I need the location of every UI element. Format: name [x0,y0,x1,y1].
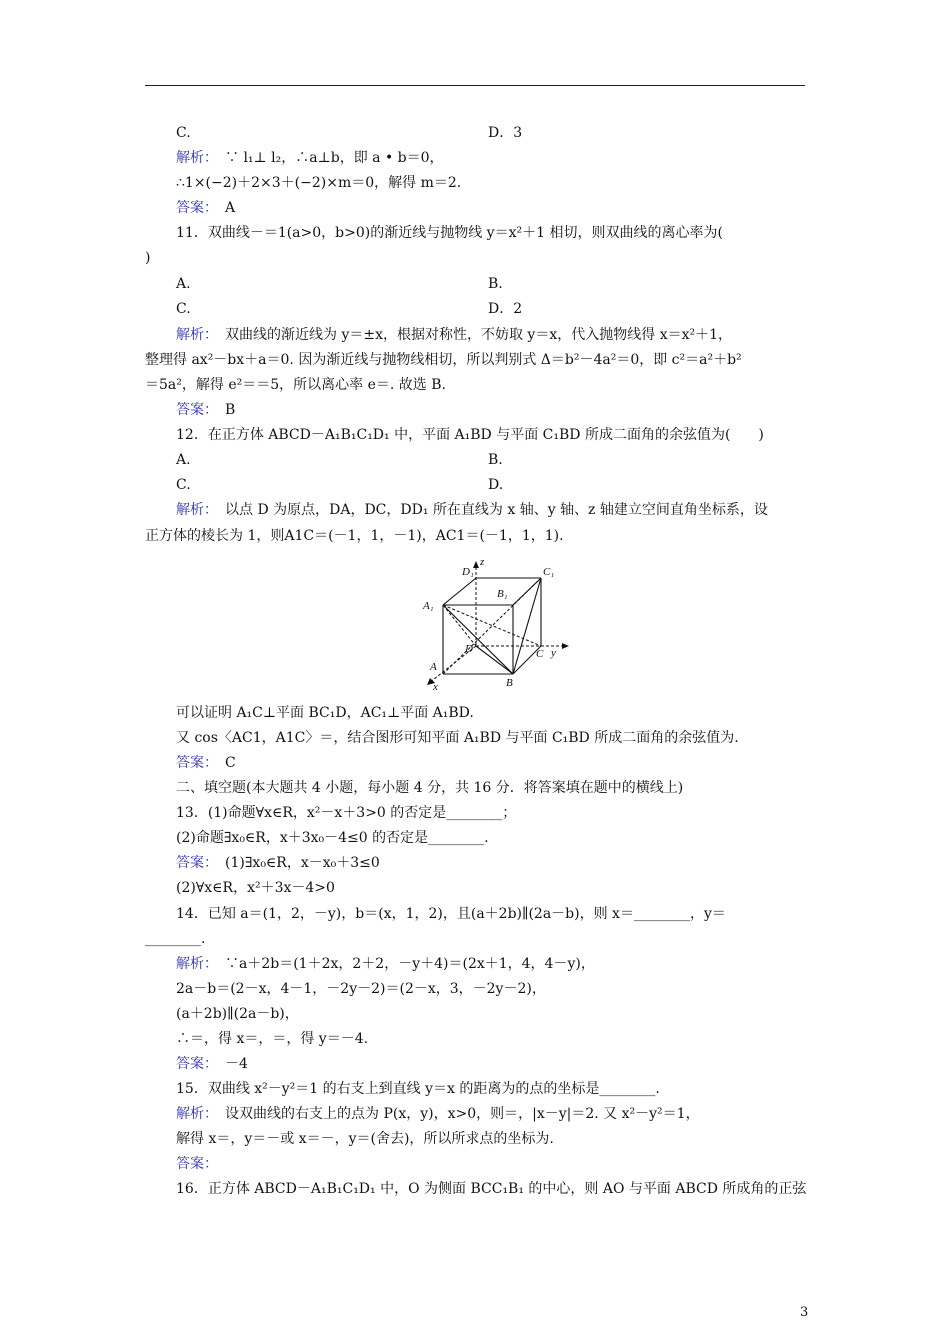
analysis-line [176,955,595,973]
question-15: 15．双曲线 x²－y²＝1 的右支上到直线 y＝x 的距离为的点的坐标是________. [176,1081,660,1097]
answer-line [176,1055,248,1073]
analysis-label: 解析： [176,150,211,166]
analysis-line: 2a－b＝(2－x，4－1，－2y－2)＝(2－x，3，－2y－2)， [176,981,546,997]
answer-text: －4 [225,1056,248,1072]
label-a: A [430,661,437,673]
diag-db [476,646,513,674]
analysis-text: ∵ l₁⊥ l₂，∴a⊥b，即 a • b＝0， [225,150,444,166]
label-y: y [551,647,556,659]
label-b1: B₁ [497,588,508,600]
question-13-part2: (2)命题∃x₀∈R，x＋3x₀－4≤0 的否定是________. [176,830,489,846]
option-b: B. [488,276,503,292]
option-d: D．2 [488,301,523,317]
analysis-line [176,501,768,519]
question-13: 13．(1)命题∀x∈R，x²－x＋3>0 的否定是________； [176,805,517,821]
question-12: 12．在正方体 ABCD－A₁B₁C₁D₁ 中，平面 A₁BD 与平面 C₁BD 所成二面角的余弦值为( ) [176,427,764,443]
option-d: D．3 [488,125,523,141]
analysis-text: 以点 D 为原点，DA，DC，DD₁ 所在直线为 x 轴、y 轴、z 轴建立空间直角坐标系，设 [225,502,768,518]
cube-figure [415,557,575,692]
answer-label: 答案： [176,755,211,771]
answer-line [176,1155,218,1173]
answer-text: C [225,755,236,771]
analysis-line [176,1105,700,1123]
label-d: D [465,643,473,655]
analysis-text: 设双曲线的右支上的点为 P(x，y)，x>0，则＝，|x－y|＝2. 又 x²－y²＝1， [225,1106,700,1122]
answer-line: (2)∀x∈R，x²＋3x－4>0 [176,880,335,896]
option-c: C. [176,125,191,141]
answer-line [176,754,236,772]
label-z: z [480,557,485,568]
analysis-line: 正方体的棱长为 1，则A1C＝(－1，1，－1)，AC1＝(－1，1，1). [145,528,564,544]
option-d: D. [488,477,504,493]
analysis-line: ∴＝，得 x＝，＝，得 y＝－4. [176,1031,369,1047]
question-11-cont: ) [145,250,151,266]
answer-label: 答案： [176,855,211,871]
analysis-line: 解得 x＝，y＝－或 x＝－，y＝(舍去)，所以所求点的坐标为. [176,1131,554,1147]
page-number: 3 [800,1305,809,1320]
answer-line [176,401,235,419]
analysis-label: 解析： [176,502,211,518]
answer-label: 答案： [176,1056,211,1072]
answer-text: A [225,200,236,216]
analysis-label: 解析： [176,956,211,972]
question-14-cont: ________. [145,931,206,947]
analysis-label: 解析： [176,1106,211,1122]
analysis-line: 整理得 ax²－bx＋a＝0. 因为渐近线与抛物线相切，所以判别式 Δ＝b²－4a²＝0，即 c²＝a²＋b² [145,352,742,368]
answer-line [176,199,235,217]
label-b: B [506,677,513,689]
analysis-line: (a＋2b)∥(2a－b)， [176,1006,299,1022]
analysis-label: 解析： [176,327,211,343]
section-heading: 二、填空题(本大题共 4 小题，每小题 4 分，共 16 分．将答案填在题中的横线上) [176,780,684,796]
analysis-line: ∴1×(−2)＋2×3＋(−2)×m＝0，解得 m＝2. [176,175,462,191]
question-11: 11．双曲线－＝1(a>0，b>0)的渐近线与抛物线 y＝x²＋1 相切，则双曲线的离心率为( [176,225,723,241]
answer-text: (1)∃x₀∈R，x－x₀＋3≤0 [225,855,380,871]
answer-text: B [225,402,236,418]
answer-label: 答案： [176,402,211,418]
edge-a1d1 [443,578,476,605]
label-c1: C₁ [543,566,555,578]
analysis-line: ＝5a²，解得 e²＝＝5，所以离心率 e＝. 故选 B. [145,377,446,393]
label-c: C [536,648,544,660]
header-rule [145,85,805,86]
analysis-line: 可以证明 A₁C⊥平面 BC₁D，AC₁⊥平面 A₁BD. [176,705,474,721]
option-a: A. [176,276,191,292]
analysis-line: 又 cos〈AC1，A1C〉＝，结合图形可知平面 A₁BD 与平面 C₁BD 所成二面角的余弦值为. [176,730,739,746]
diag-a1d [443,605,476,646]
question-16: 16．正方体 ABCD－A₁B₁C₁D₁ 中，O 为侧面 BCC₁B₁ 的中心，则 AO 与平面 ABCD 所成角的正弦 [176,1181,807,1197]
diag-a1c [443,605,541,646]
option-b: B. [488,452,503,468]
label-a1: A₁ [423,600,434,612]
label-x: x [433,681,438,692]
option-a: A. [176,452,191,468]
analysis-text: 双曲线的渐近线为 y＝±x，根据对称性，不妨取 y＝x，代入抛物线得 x＝x²＋1， [225,327,732,343]
diag-a1b [443,605,513,674]
answer-label: 答案： [176,1156,218,1172]
answer-line [176,854,380,872]
option-c: C. [176,477,191,493]
analysis-line [176,326,732,344]
answer-label: 答案： [176,200,211,216]
analysis-text: ∵a＋2b＝(1＋2x，2＋2，－y＋4)＝(2x＋1，4，4－y)， [225,956,595,972]
analysis-line [176,149,444,167]
question-14: 14．已知 a＝(1，2，－y)，b＝(x，1，2)，且(a＋2b)∥(2a－b)，则 x＝________，y＝ [176,906,726,922]
option-c: C. [176,301,191,317]
label-d1: D₁ [462,566,474,578]
